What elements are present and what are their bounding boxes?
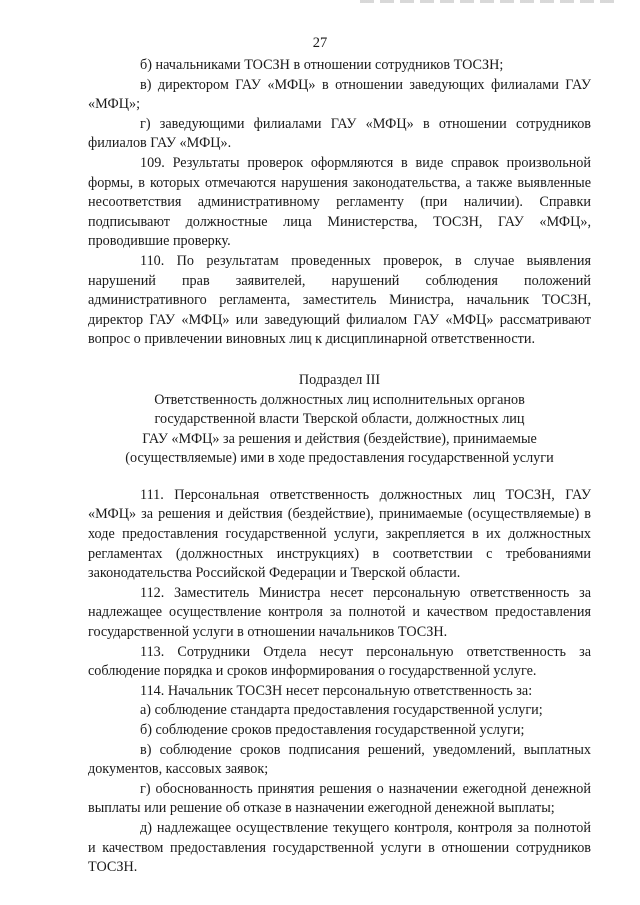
subsection-heading-line: Ответственность должностных лиц исполнительных органов (154, 391, 525, 408)
list-item-a: а) соблюдение стандарта предоставления государственной услуги; (140, 702, 543, 719)
paragraph-111: 111. Персональная ответственность должностных лиц ТОСЗН, ГАУ «МФЦ» за решения и действия (бездействие), принимаемые (осуществляемые) в ходе предоставления государственной услуги, закрепляется в их должностных регламентах (должностных инструкциях) в соответствии с требованиями законодательства Российской Федерации и Тверской области. (88, 486, 591, 582)
paragraph-b: б) начальниками ТОСЗН в отношении сотрудников ТОСЗН; (140, 57, 504, 73)
subsection-title: Подраздел III (298, 371, 381, 388)
paragraph-114: 114. Начальник ТОСЗН несет персональную ответственность за: (140, 682, 533, 699)
subsection-heading-line: ГАУ «МФЦ» за решения и действия (бездействие), принимаемые (142, 430, 537, 447)
scan-artifact-line (360, 0, 620, 3)
list-item-v: в) соблюдение сроков подписания решений, уведомлений, выплатных документов, кассовых заявок; (88, 741, 591, 778)
spacer (88, 469, 591, 486)
list-item-d: д) надлежащее осуществление текущего контроля, контроля за полнотой и качеством предоставления государственной услуги в отношении сотрудников ТОСЗН. (88, 819, 591, 876)
spacer (88, 350, 591, 371)
paragraph-112: 112. Заместитель Министра несет персональную ответственность за надлежащее осуществление контроля за полнотой и качеством предоставления государственной услуги в отношении начальников ТОСЗН. (88, 584, 591, 641)
paragraph-g: г) заведующими филиалами ГАУ «МФЦ» в отношении сотрудников филиалов ГАУ «МФЦ». (88, 115, 591, 152)
page-number: 27 (312, 35, 328, 51)
document-body (88, 56, 591, 878)
paragraph-110: 110. По результатам проведенных проверок, в случае выявления нарушений прав заявителей, нарушений соблюдения положений административного регламента, заместитель Министра, начальник ТОСЗН, директор ГАУ «МФЦ» или заведующий филиалом ГАУ «МФЦ» рассматривают вопрос о привлечении виновных лиц к дисциплинарной ответственности. (88, 252, 591, 348)
list-item-g: г) обоснованность принятия решения о назначении ежегодной денежной выплаты или решение об отказе в назначении ежегодной денежной выплаты; (88, 780, 591, 817)
paragraph-109: 109. Результаты проверок оформляются в виде справок произвольной формы, в которых отмечаются нарушения законодательства, а также выявленные несоответствия административному регламенту (при наличии). Справки подписывают должностные лица Министерства, ТОСЗН, ГАУ «МФЦ», проводившие проверку. (88, 154, 591, 250)
paragraph-113: 113. Сотрудники Отдела несут персональную ответственность за соблюдение порядка и сроков информирования о государственной услуге. (88, 643, 591, 680)
subsection-heading-line: государственной власти Тверской области, должностных лиц (154, 411, 525, 428)
subsection-heading-line: (осуществляемые) ими в ходе предоставления государственной услуги (125, 450, 554, 467)
paragraph-v: в) директором ГАУ «МФЦ» в отношении заведующих филиалами ГАУ «МФЦ»; (88, 76, 591, 113)
list-item-b: б) соблюдение сроков предоставления государственной услуги; (140, 722, 525, 738)
